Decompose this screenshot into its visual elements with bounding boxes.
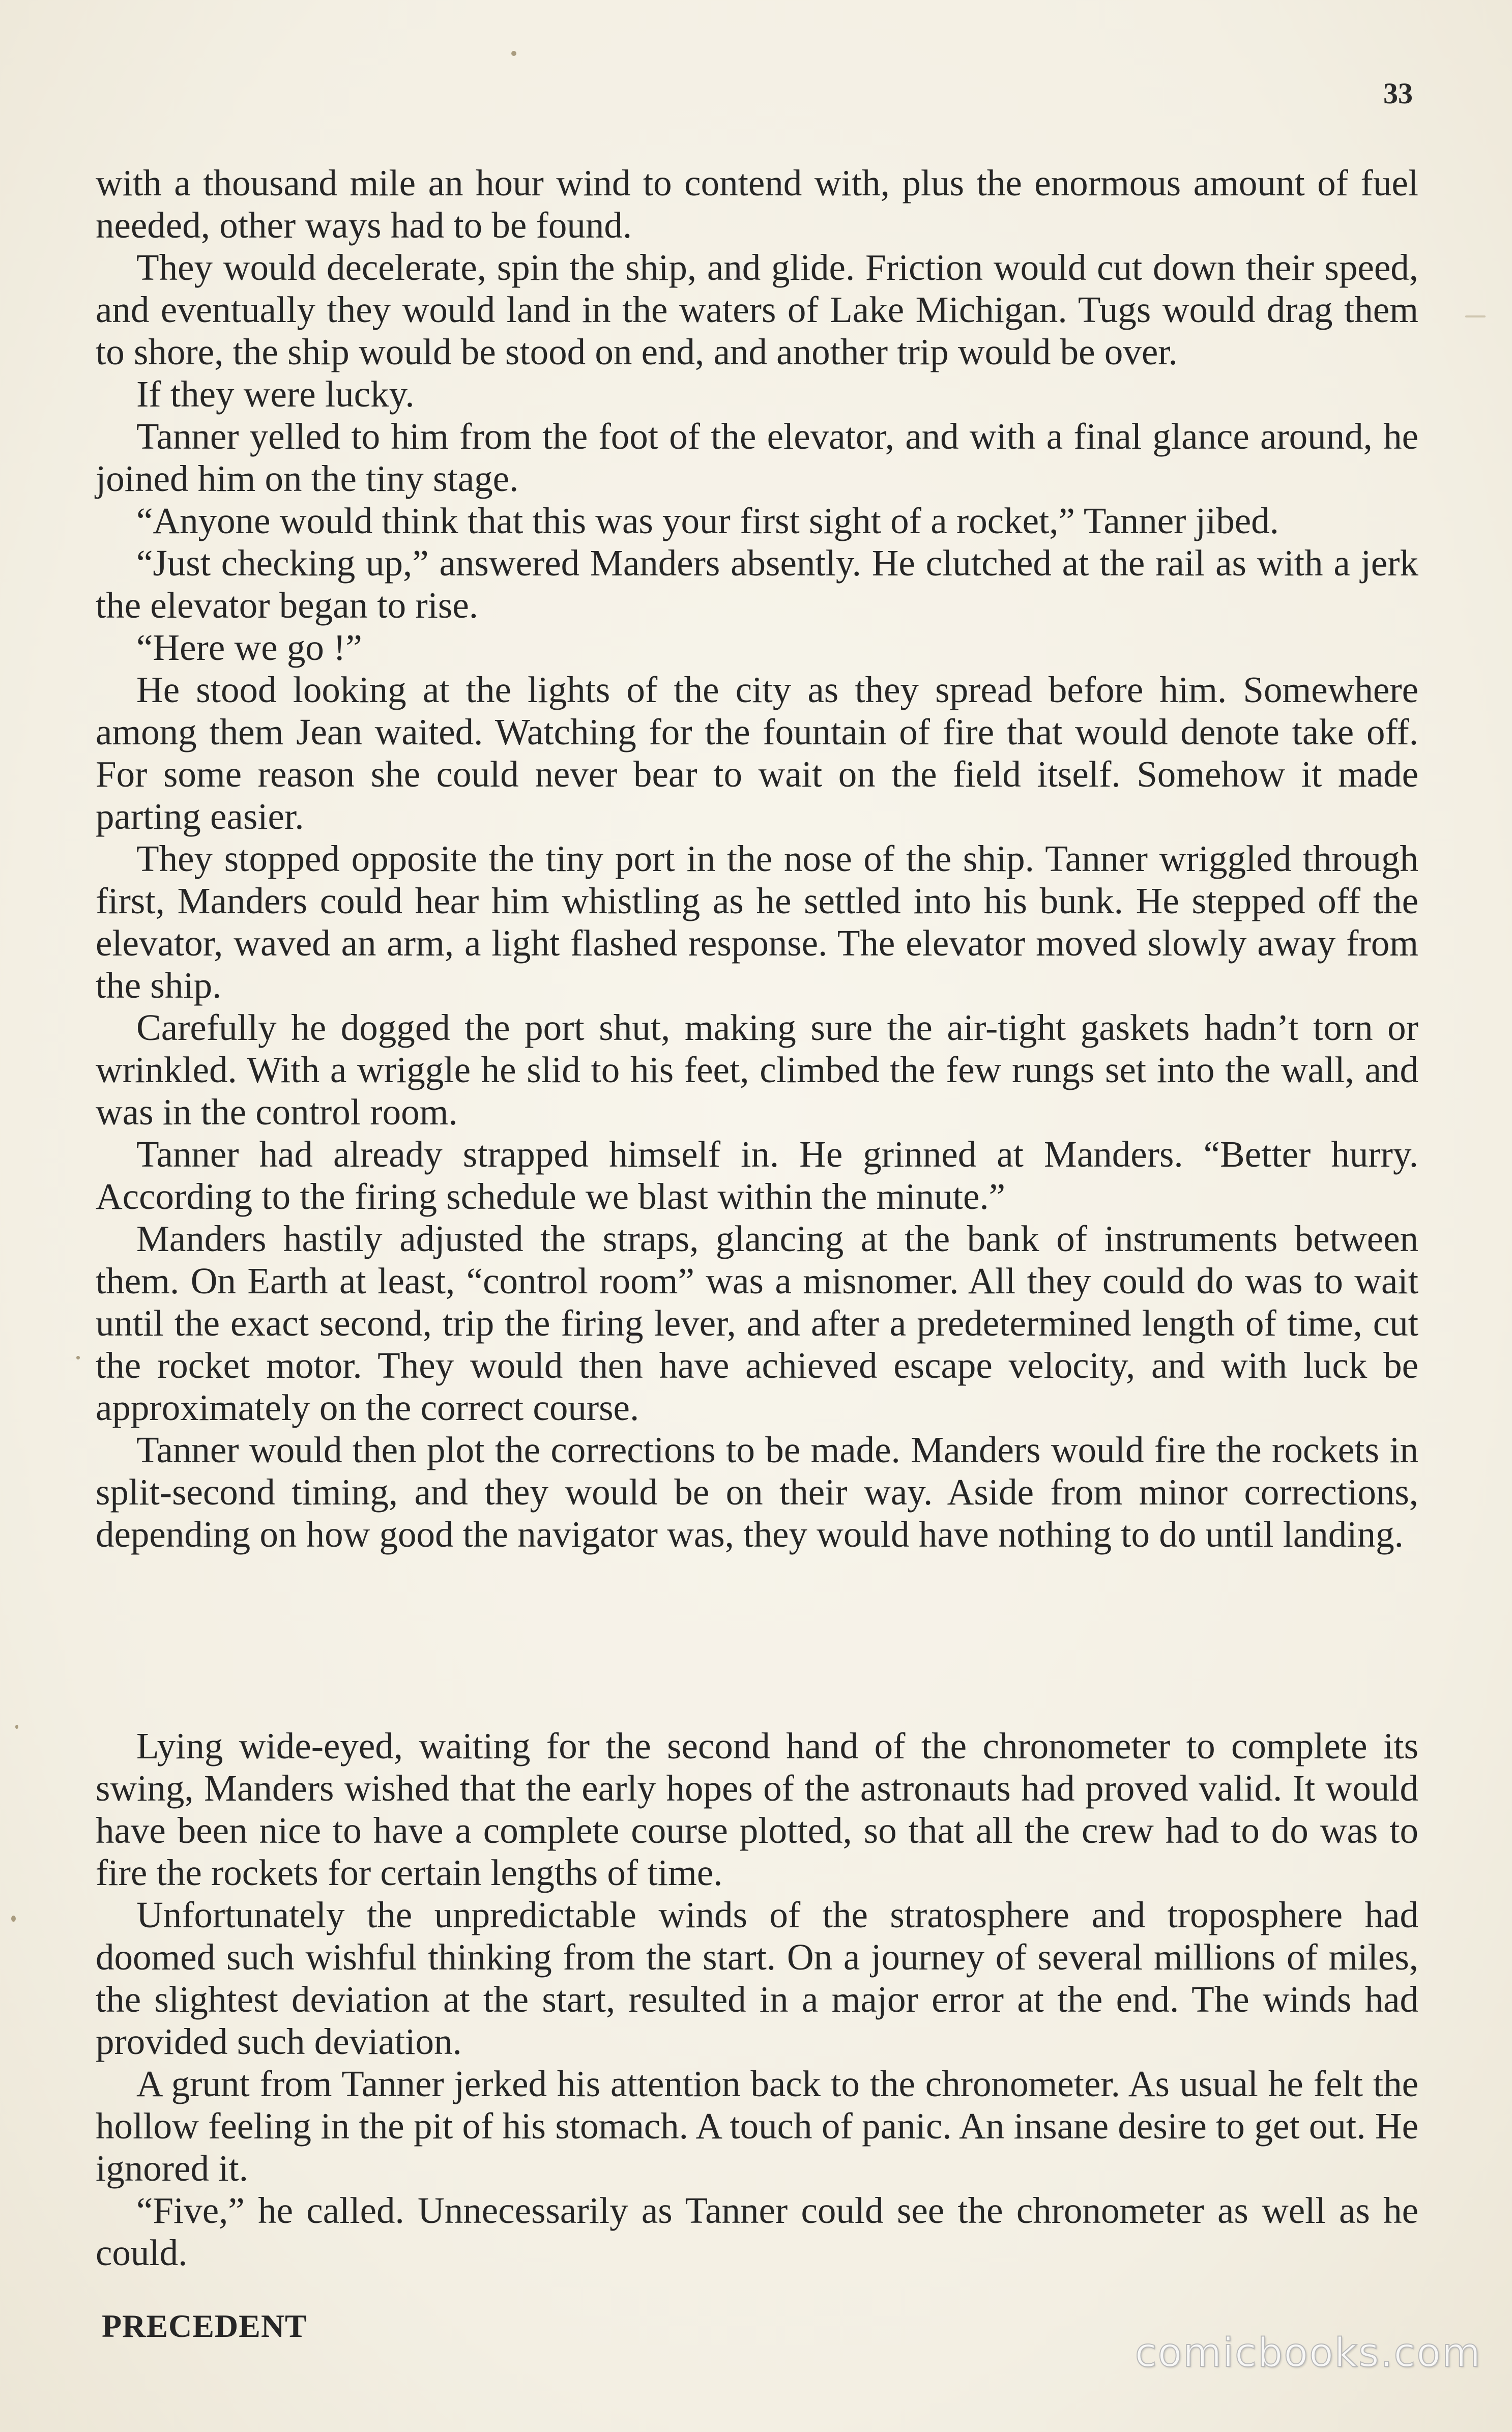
page-number: 33 (1383, 77, 1413, 110)
paragraph: “Just checking up,” answered Manders absently. He clutched at the rail as with a jerk the elevator began to rise. (96, 542, 1418, 626)
paragraph: “Anyone would think that this was your first sight of a rocket,” Tanner jibed. (136, 500, 1279, 541)
paragraph: Unfortunately the unpredictable winds of the stratosphere and troposphere had doomed such wishful thinking from the start. On a journey of several millions of miles, the slightest deviation at the start, resulted in a major error at the end. The winds had provided such deviation. (96, 1894, 1418, 2062)
paragraph: with a thousand mile an hour wind to contend with, plus the enormous amount of fuel needed, other ways had to be found. (96, 162, 1418, 246)
paragraph: Tanner had already strapped himself in. He grinned at Manders. “Better hurry. According to the firing schedule we blast within the minute.” (96, 1134, 1418, 1217)
body-text-section-1 (96, 162, 1418, 1555)
running-footer-title: PRECEDENT (102, 2308, 307, 2344)
paper-speck (511, 51, 516, 56)
paragraph: “Five,” he called. Unnecessarily as Tanner could see the chronometer as well as he could. (96, 2190, 1418, 2273)
paper-speck (76, 1356, 80, 1359)
paragraph: A grunt from Tanner jerked his attention back to the chronometer. As usual he felt the hollow feeling in the pit of his stomach. A touch of panic. An insane desire to get out. He ignored it. (96, 2063, 1418, 2189)
paragraph: “Here we go !” (136, 627, 362, 668)
paper-speck (11, 1916, 16, 1922)
paragraph: Tanner yelled to him from the foot of the elevator, and with a final glance around, he joined him on the tiny stage. (96, 416, 1418, 499)
paragraph: Lying wide-eyed, waiting for the second hand of the chronometer to complete its swing, Manders wished that the early hopes of the astronauts had proved valid. It would have been nice to have a complete course plotted, so that all the crew had to do was to fire the rockets for certain lengths of time. (96, 1725, 1418, 1893)
paper-speck (1465, 315, 1486, 317)
site-watermark: comicbooks.com (1135, 2330, 1481, 2376)
paragraph: They would decelerate, spin the ship, and glide. Friction would cut down their speed, and eventually they would land in the waters of Lake Michigan. Tugs would drag them to shore, the ship would be stood on end, and another trip would be over. (96, 247, 1418, 372)
paper-speck (15, 1725, 18, 1729)
paragraph: Carefully he dogged the port shut, making sure the air-tight gaskets hadn’t torn or wrinkled. With a wriggle he slid to his feet, climbed the few rungs set into the wall, and was in the control room. (96, 1007, 1418, 1133)
paragraph: Tanner would then plot the corrections to be made. Manders would fire the rockets in split-second timing, and they would be on their way. Aside from minor corrections, depending on how good the navigator was, they would have nothing to do until landing. (96, 1429, 1418, 1555)
paragraph: He stood looking at the lights of the city as they spread before him. Somewhere among them Jean waited. Watching for the fountain of fire that would denote take off. For some reason she could never bear to wait on the field itself. Somehow it made parting easier. (96, 669, 1418, 837)
paragraph: If they were lucky. (136, 373, 415, 415)
paragraph: Manders hastily adjusted the straps, glancing at the bank of instruments between them. On Earth at least, “control room” was a misnomer. All they could do was to wait until the exact second, trip the firing lever, and after a predetermined length of time, cut the rocket motor. They would then have achieved escape velocity, and with luck be approximately on the correct course. (96, 1218, 1418, 1428)
paragraph: They stopped opposite the tiny port in the nose of the ship. Tanner wriggled through first, Manders could hear him whistling as he settled into his bunk. He stepped off the elevator, waved an arm, a light flashed response. The elevator moved slowly away from the ship. (96, 838, 1418, 1006)
body-text-section-2 (96, 1725, 1418, 2274)
